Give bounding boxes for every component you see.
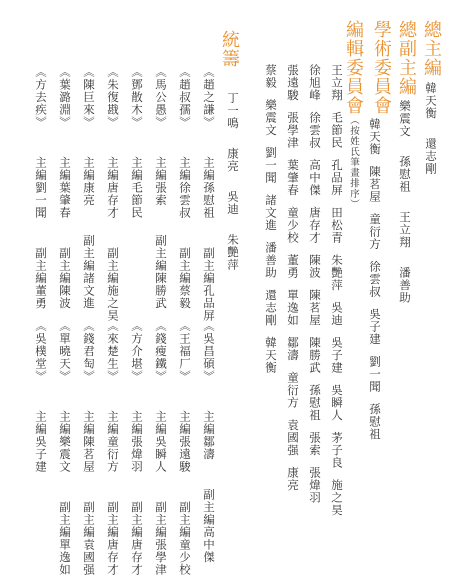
work-title: 《王福厂》 bbox=[178, 320, 192, 383]
member-name: 唐存才 bbox=[308, 207, 322, 245]
coordinator-name: 康亮 bbox=[226, 148, 240, 173]
work-entry bbox=[59, 320, 71, 576]
member-name: 樂震文 bbox=[264, 99, 278, 137]
member-name: 吳子建 bbox=[368, 308, 382, 346]
editor-role: 主編 bbox=[58, 411, 72, 436]
deputy-name: 唐存才 bbox=[130, 539, 144, 576]
editor-role: 主編 bbox=[178, 411, 192, 436]
deputy-editor-name: 樂震文 bbox=[398, 100, 412, 138]
work-entry bbox=[35, 320, 47, 501]
member-name: 董勇 bbox=[286, 254, 300, 279]
editor-name: 康亮 bbox=[82, 182, 96, 207]
member-name: 茅子良 bbox=[330, 432, 344, 470]
deputy-name: 袁國强 bbox=[82, 539, 96, 576]
deputy-name: 童少校 bbox=[178, 539, 192, 576]
editor-role: 主編 bbox=[58, 157, 72, 182]
section-title-deputy-chief-editor: 總副主編 bbox=[397, 20, 415, 96]
member-name: 孫慰祖 bbox=[368, 403, 382, 441]
deputy-name: 唐存才 bbox=[106, 539, 120, 576]
member-name: 劉一聞 bbox=[368, 356, 382, 394]
member-name: 葉肇春 bbox=[286, 159, 300, 197]
editor-name: 鄒濤 bbox=[202, 436, 216, 461]
member-name: 袁國强 bbox=[286, 419, 300, 457]
deputy-name: 高中傑 bbox=[202, 526, 216, 564]
editor-role: 主編 bbox=[82, 411, 96, 436]
deputy-role: 副主編 bbox=[106, 247, 120, 285]
editorial-row-2 bbox=[309, 64, 321, 504]
member-name: 徐雲叔 bbox=[368, 261, 382, 299]
work-entry bbox=[179, 66, 191, 310]
editor-name: 毛節民 bbox=[130, 182, 144, 220]
deputy-role: 副主編 bbox=[106, 501, 120, 539]
coordinators bbox=[227, 92, 239, 271]
work-entry bbox=[155, 320, 167, 576]
section-title-academic-committee: 學術委員會 bbox=[372, 20, 390, 115]
editor-name: 孫慰祖 bbox=[202, 182, 216, 220]
editor-name: 唐存才 bbox=[106, 182, 120, 220]
coordination-title: 統籌 bbox=[219, 30, 240, 68]
work-entry bbox=[179, 320, 191, 576]
editor-name: 張遠駿 bbox=[178, 436, 192, 474]
member-name: 張遠駿 bbox=[286, 64, 300, 102]
member-name: 張煒羽 bbox=[308, 467, 322, 505]
work-entry bbox=[203, 320, 215, 564]
editor-role: 主編 bbox=[130, 411, 144, 436]
coordinator-name: 吳迪 bbox=[226, 191, 240, 216]
editor-name: 張索 bbox=[154, 182, 168, 207]
member-name: 田松青 bbox=[330, 207, 344, 245]
member-name: 鄒濤 bbox=[286, 337, 300, 362]
deputy-name: 諸文進 bbox=[82, 272, 96, 310]
editorial-row-3 bbox=[287, 64, 299, 492]
member-name: 孫慰祖 bbox=[308, 384, 322, 422]
editor-role: 主編 bbox=[202, 411, 216, 436]
member-name: 陳茗屋 bbox=[368, 166, 382, 204]
member-name: 劉一聞 bbox=[264, 147, 278, 185]
member-name: 童少校 bbox=[286, 207, 300, 245]
editor-role: 主編 bbox=[34, 157, 48, 182]
deputy-name: 張學津 bbox=[154, 539, 168, 576]
editor-name: 陳茗屋 bbox=[82, 436, 96, 474]
work-entry bbox=[131, 320, 143, 576]
member-name: 潘善助 bbox=[264, 242, 278, 280]
work-entry bbox=[203, 66, 215, 322]
deputy-name: 董勇 bbox=[34, 285, 48, 310]
work-entry bbox=[155, 66, 167, 310]
member-name: 童衍方 bbox=[368, 213, 382, 251]
member-name: 康亮 bbox=[286, 467, 300, 492]
editor-role: 主編 bbox=[202, 157, 216, 182]
editorial-row-4 bbox=[265, 64, 277, 374]
editor-name: 張煒羽 bbox=[130, 436, 144, 474]
member-name: 朱艷萍 bbox=[330, 254, 344, 292]
deputy-role: 副主編 bbox=[178, 247, 192, 285]
member-name: 陳茗屋 bbox=[308, 289, 322, 327]
editor-role: 主編 bbox=[106, 411, 120, 436]
member-name: 吳迪 bbox=[330, 302, 344, 327]
deputy-role: 副主編 bbox=[58, 247, 72, 285]
editor-name: 徐雲叔 bbox=[178, 182, 192, 220]
work-entry bbox=[131, 66, 143, 247]
member-name: 韓天衡 bbox=[368, 118, 382, 156]
work-entry bbox=[107, 320, 119, 576]
deputy-name: 陳波 bbox=[58, 285, 72, 310]
editor-name: 葉肇春 bbox=[58, 182, 72, 220]
academic-committee-members bbox=[369, 118, 381, 441]
work-entry bbox=[83, 320, 95, 576]
work-title: 《來楚生》 bbox=[106, 320, 120, 383]
deputy-role: 副主編 bbox=[154, 235, 168, 273]
editor-role: 主編 bbox=[34, 411, 48, 436]
editor-role: 主編 bbox=[154, 411, 168, 436]
work-title: 《鄧散木》 bbox=[130, 66, 144, 129]
coordinator-name: 丁一鳴 bbox=[226, 92, 240, 130]
deputy-role: 副主編 bbox=[178, 501, 192, 539]
work-title: 《葉潞淵》 bbox=[58, 66, 72, 129]
deputy-role: 副主編 bbox=[58, 501, 72, 539]
member-name: 張學津 bbox=[286, 112, 300, 150]
deputy-name: 單逸如 bbox=[58, 539, 72, 576]
member-name: 韓天衡 bbox=[264, 337, 278, 375]
member-name: 王立翔 bbox=[330, 64, 344, 102]
editorial-row-1 bbox=[331, 64, 343, 517]
section-title-chief-editor: 總主編 bbox=[422, 20, 440, 77]
work-title: 《錢君匋》 bbox=[82, 320, 96, 383]
deputy-role: 副主編 bbox=[154, 501, 168, 539]
deputy-name: 施之昊 bbox=[106, 285, 120, 323]
work-entry bbox=[35, 66, 47, 310]
deputy-role: 副主編 bbox=[82, 501, 96, 539]
work-title: 《方去疾》 bbox=[34, 66, 48, 129]
editor-name: 劉一聞 bbox=[34, 182, 48, 220]
chief-editor-name: 韓天衡 bbox=[424, 82, 438, 120]
editor-name: 樂震文 bbox=[58, 436, 72, 474]
section-title-coordination bbox=[220, 30, 238, 68]
member-name: 徐旭峰 bbox=[308, 64, 322, 102]
editor-role: 主編 bbox=[82, 157, 96, 182]
deputy-name: 孔品屏 bbox=[202, 285, 216, 323]
member-name: 吳瞬人 bbox=[330, 384, 344, 422]
sort-note: （按姓氏筆畫排序） bbox=[348, 115, 359, 210]
editor-role: 主編 bbox=[106, 157, 120, 182]
deputy-role: 副主編 bbox=[82, 235, 96, 273]
deputy-editor-name: 孫慰祖 bbox=[398, 156, 412, 194]
editor-name: 吳瞬人 bbox=[154, 436, 168, 474]
member-name: 蔡毅 bbox=[264, 64, 278, 89]
section-title-editorial-committee bbox=[344, 20, 362, 210]
coordinator-name: 朱艷萍 bbox=[226, 234, 240, 272]
work-title: 《吳樸堂》 bbox=[34, 320, 48, 383]
work-title: 《趙之謙》 bbox=[202, 66, 216, 129]
work-entry bbox=[83, 66, 95, 310]
member-name: 張索 bbox=[308, 432, 322, 457]
editorial-committee-title: 編輯委員會 bbox=[343, 20, 364, 115]
member-name: 陳波 bbox=[308, 254, 322, 279]
editor-role: 主編 bbox=[130, 157, 144, 182]
work-entry bbox=[107, 66, 119, 322]
work-title: 《吳昌碩》 bbox=[202, 320, 216, 383]
deputy-role: 副主編 bbox=[34, 247, 48, 285]
work-title: 《單曉天》 bbox=[58, 320, 72, 383]
member-name: 還志剛 bbox=[264, 289, 278, 327]
member-name: 吳子建 bbox=[330, 337, 344, 375]
deputy-role: 副主編 bbox=[130, 501, 144, 539]
member-name: 毛節民 bbox=[330, 112, 344, 150]
editor-role: 主編 bbox=[178, 157, 192, 182]
member-name: 高中傑 bbox=[308, 159, 322, 197]
deputy-editor-name: 潘善助 bbox=[398, 267, 412, 305]
editor-role: 主編 bbox=[154, 157, 168, 182]
work-title: 《陳巨來》 bbox=[82, 66, 96, 129]
work-title: 《錢瘦鐵》 bbox=[154, 320, 168, 383]
deputy-name: 蔡毅 bbox=[178, 285, 192, 310]
deputy-role: 副主編 bbox=[202, 247, 216, 285]
editor-name: 吳子建 bbox=[34, 436, 48, 474]
deputy-role: 副主編 bbox=[202, 489, 216, 527]
member-name: 孔品屏 bbox=[330, 159, 344, 197]
work-entry bbox=[59, 66, 71, 310]
deputy-chief-editors bbox=[399, 100, 411, 304]
member-name: 單逸如 bbox=[286, 289, 300, 327]
member-name: 施之昊 bbox=[330, 479, 344, 517]
member-name: 童衍方 bbox=[286, 372, 300, 410]
work-title: 《方介堪》 bbox=[130, 320, 144, 383]
editor-name: 童衍方 bbox=[106, 436, 120, 474]
deputy-name: 陳勝武 bbox=[154, 272, 168, 310]
work-title: 《馬公愚》 bbox=[154, 66, 168, 129]
member-name: 徐雲叔 bbox=[308, 112, 322, 150]
deputy-editor-name: 王立翔 bbox=[398, 211, 412, 249]
chief-editor-name: 還志剛 bbox=[424, 138, 438, 176]
work-title: 《趙叔孺》 bbox=[178, 66, 192, 129]
member-name: 諸文進 bbox=[264, 194, 278, 232]
member-name: 陳勝武 bbox=[308, 337, 322, 375]
chief-editors bbox=[425, 82, 437, 175]
work-title: 《朱復戡》 bbox=[106, 66, 120, 129]
